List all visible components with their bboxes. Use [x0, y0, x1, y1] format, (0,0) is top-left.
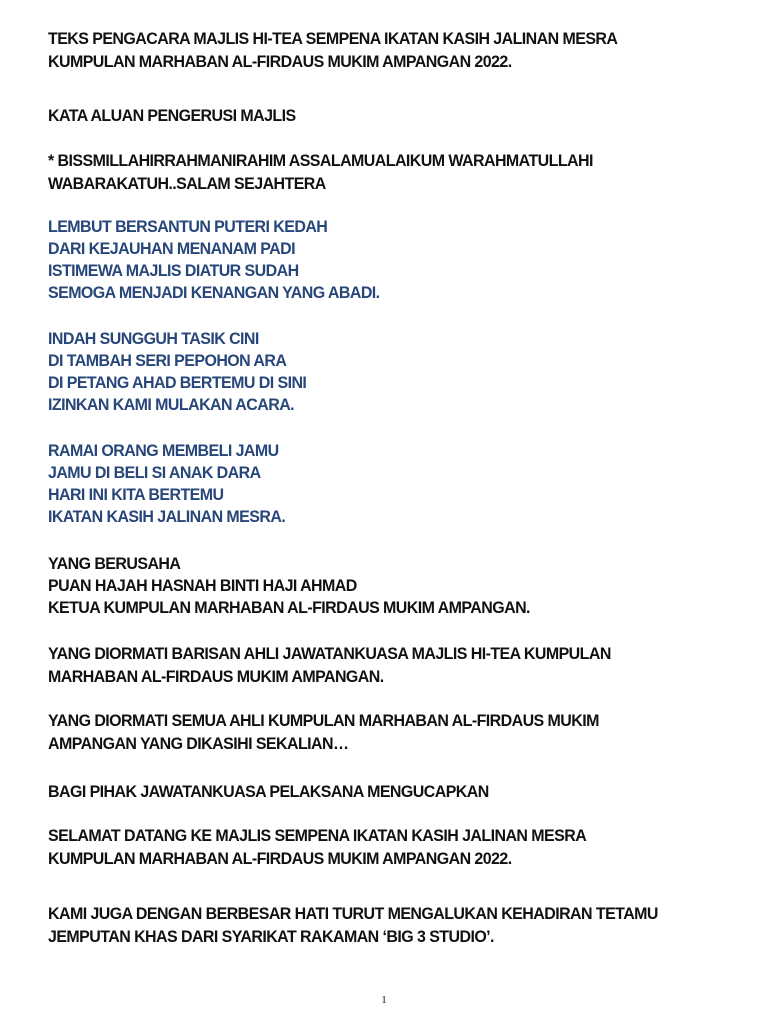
welcome-line: SELAMAT DATANG KE MAJLIS SEMPENA IKATAN KASIH JALINAN MESRA	[48, 826, 587, 845]
pantun-stanza-3	[48, 440, 687, 528]
pantun-stanza-2	[48, 328, 687, 416]
section-heading-text: KATA ALUAN PENGERUSI MAJLIS	[48, 106, 296, 125]
pantun-line: RAMAI ORANG MEMBELI JAMU	[48, 441, 279, 460]
pantun-line: DI PETANG AHAD BERTEMU DI SINI	[48, 373, 307, 392]
welcome-paragraph	[48, 825, 687, 870]
address-line: PUAN HAJAH HASNAH BINTI HAJI AHMAD	[48, 576, 357, 595]
welcome-line: KUMPULAN MARHABAN AL-FIRDAUS MUKIM AMPANGAN 2022.	[48, 848, 512, 868]
pantun-line: IKATAN KASIH JALINAN MESRA.	[48, 507, 286, 526]
address-line: KETUA KUMPULAN MARHABAN AL-FIRDAUS MUKIM AMPANGAN.	[48, 598, 530, 617]
pantun-line: SEMOGA MENJADI KENANGAN YANG ABADI.	[48, 283, 380, 302]
guests-line: KAMI JUGA DENGAN BERBESAR HATI TURUT MENGALUKAN KEHADIRAN TETAMU	[48, 904, 658, 923]
address-chair	[48, 553, 687, 619]
pantun-line: IZINKAN KAMI MULAKAN ACARA.	[48, 395, 295, 414]
guests-paragraph	[48, 903, 687, 948]
pantun-line: JAMU DI BELI SI ANAK DARA	[48, 463, 261, 482]
guests-line: JEMPUTAN KHAS DARI SYARIKAT RAKAMAN ‘BIG 3 STUDIO’.	[48, 926, 494, 946]
address-line: YANG DIORMATI BARISAN AHLI JAWATANKUASA MAJLIS HI-TEA KUMPULAN	[48, 644, 611, 663]
address-line: AMPANGAN YANG DIKASIHI SEKALIAN…	[48, 733, 349, 753]
greeting-line: WABARAKATUH..SALAM SEJAHTERA	[48, 173, 326, 193]
address-line: YANG DIORMATI SEMUA AHLI KUMPULAN MARHABAN AL-FIRDAUS MUKIM	[48, 711, 599, 730]
greeting-paragraph	[48, 150, 687, 195]
pantun-line: ISTIMEWA MAJLIS DIATUR SUDAH	[48, 261, 299, 280]
title-line: TEKS PENGACARA MAJLIS HI-TEA SEMPENA IKATAN KASIH JALINAN MESRA	[48, 29, 618, 48]
pantun-line: LEMBUT BERSANTUN PUTERI KEDAH	[48, 217, 328, 236]
pantun-line: DI TAMBAH SERI PEPOHON ARA	[48, 351, 287, 370]
page-number: 1	[381, 994, 387, 1006]
pantun-line: DARI KEJAUHAN MENANAM PADI	[48, 239, 295, 258]
greeting-line: * BISSMILLAHIRRAHMANIRAHIM ASSALAMUALAIKUM WARAHMATULLAHI	[48, 151, 593, 170]
pantun-line: INDAH SUNGGUH TASIK CINI	[48, 329, 259, 348]
committee-statement	[48, 781, 687, 803]
address-line: YANG BERUSAHA	[48, 554, 181, 573]
address-members	[48, 710, 687, 755]
title-line: KUMPULAN MARHABAN AL-FIRDAUS MUKIM AMPANGAN 2022.	[48, 51, 512, 71]
document-title	[48, 28, 687, 73]
section-heading	[48, 105, 687, 127]
pantun-line: HARI INI KITA BERTEMU	[48, 485, 224, 504]
address-committee	[48, 643, 687, 688]
committee-statement-text: BAGI PIHAK JAWATANKUASA PELAKSANA MENGUCAPKAN	[48, 782, 489, 801]
address-line: MARHABAN AL-FIRDAUS MUKIM AMPANGAN.	[48, 666, 384, 686]
pantun-stanza-1	[48, 216, 687, 304]
